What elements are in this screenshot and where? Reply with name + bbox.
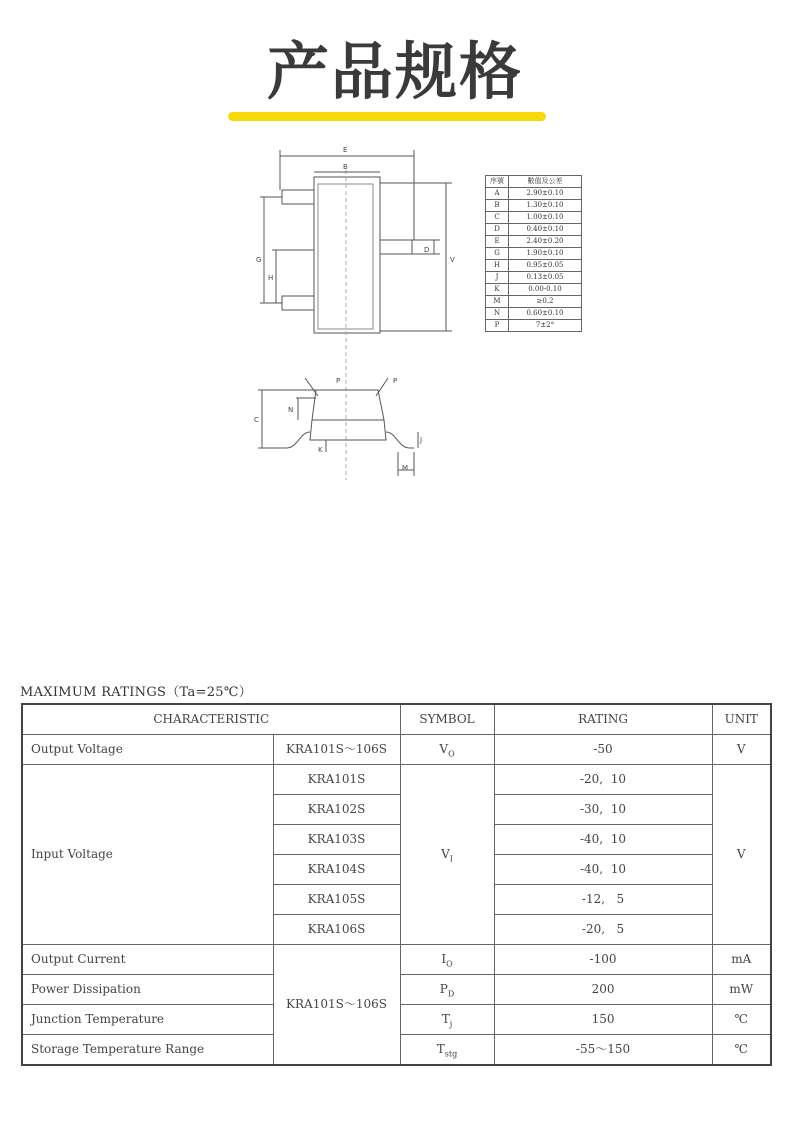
dim-value: 0.95±0.05 bbox=[509, 260, 582, 272]
dim-label-M: M bbox=[402, 464, 409, 472]
dim-label-K: K bbox=[318, 446, 323, 454]
table-row bbox=[486, 272, 582, 284]
characteristic-label: Power Dissipation bbox=[22, 975, 273, 1005]
unit-value: ℃ bbox=[712, 1005, 771, 1035]
symbol-subscript: O bbox=[448, 749, 455, 759]
symbol-main: T bbox=[441, 1012, 450, 1026]
table-row bbox=[486, 296, 582, 308]
rating-value: -30, 10 bbox=[494, 795, 712, 825]
part-number: KRA101S～106S bbox=[273, 945, 400, 1066]
dim-symbol: N bbox=[486, 308, 509, 320]
lead-right bbox=[380, 240, 412, 254]
package-outline-drawing bbox=[0, 0, 790, 500]
dim-symbol: K bbox=[486, 284, 509, 296]
table-row bbox=[22, 765, 771, 795]
symbol-subscript: stg bbox=[444, 1049, 458, 1059]
symbol-subscript: I bbox=[449, 854, 453, 864]
dim-value: 1.30±0.10 bbox=[509, 200, 582, 212]
symbol-subscript: O bbox=[446, 959, 453, 969]
symbol-cell bbox=[400, 945, 494, 975]
unit-value: V bbox=[712, 735, 771, 765]
part-number: KRA105S bbox=[273, 885, 400, 915]
table-row bbox=[486, 308, 582, 320]
dim-label-G: G bbox=[256, 256, 262, 264]
dim-symbol: A bbox=[486, 188, 509, 200]
unit-value: V bbox=[712, 765, 771, 945]
dim-label-P-right: P bbox=[393, 377, 398, 385]
rating-value: -20, 5 bbox=[494, 915, 712, 945]
unit-value: mW bbox=[712, 975, 771, 1005]
dim-value: 0.60±0.10 bbox=[509, 308, 582, 320]
side-body-outline bbox=[312, 390, 384, 420]
part-number: KRA102S bbox=[273, 795, 400, 825]
dim-label-H: H bbox=[268, 274, 274, 282]
dim-value: 0.13±0.05 bbox=[509, 272, 582, 284]
dim-header-value: 數值及公差 bbox=[509, 176, 582, 188]
header-unit: UNIT bbox=[712, 704, 771, 735]
dim-symbol: P bbox=[486, 320, 509, 332]
symbol-cell bbox=[400, 735, 494, 765]
part-number: KRA101S bbox=[273, 765, 400, 795]
symbol-main: V bbox=[439, 742, 449, 756]
table-row bbox=[486, 320, 582, 332]
characteristic-label: Input Voltage bbox=[22, 765, 273, 945]
dim-label-B: B bbox=[343, 163, 348, 171]
dim-symbol: H bbox=[486, 260, 509, 272]
dim-label-D: D bbox=[424, 246, 430, 254]
table-row bbox=[486, 248, 582, 260]
dim-value: 1.90±0.10 bbox=[509, 248, 582, 260]
symbol-cell bbox=[400, 765, 494, 945]
rating-value: -40, 10 bbox=[494, 855, 712, 885]
dim-value: 0.00-0.10 bbox=[509, 284, 582, 296]
symbol-main: I bbox=[441, 952, 447, 966]
table-row bbox=[22, 945, 771, 975]
dim-value: 2.90±0.10 bbox=[509, 188, 582, 200]
table-row bbox=[486, 188, 582, 200]
header-symbol: SYMBOL bbox=[400, 704, 494, 735]
dim-label-C: C bbox=[254, 416, 259, 424]
package-body-outline bbox=[314, 177, 380, 333]
table-row bbox=[22, 735, 771, 765]
symbol-cell bbox=[400, 1035, 494, 1066]
symbol-main: V bbox=[441, 847, 450, 861]
lead-left-top bbox=[282, 190, 314, 204]
table-row bbox=[486, 260, 582, 272]
table-row bbox=[486, 236, 582, 248]
lead-left-bottom bbox=[282, 296, 314, 310]
dim-symbol: C bbox=[486, 212, 509, 224]
rating-value: 200 bbox=[494, 975, 712, 1005]
dim-label-N: N bbox=[288, 406, 294, 414]
table-row bbox=[486, 200, 582, 212]
page-title: 产品规格 bbox=[266, 35, 523, 108]
characteristic-label: Output Current bbox=[22, 945, 273, 975]
dim-value: 0.40±0.10 bbox=[509, 224, 582, 236]
dimensions-header-row bbox=[486, 176, 582, 188]
dim-label-P-left: P bbox=[336, 377, 341, 385]
ratings-header-row bbox=[22, 704, 771, 735]
rating-value: -50 bbox=[494, 735, 712, 765]
maximum-ratings-table bbox=[21, 703, 772, 1066]
header-characteristic: CHARACTERISTIC bbox=[22, 704, 400, 735]
characteristic-label: Storage Temperature Range bbox=[22, 1035, 273, 1066]
table-row bbox=[486, 212, 582, 224]
table-row bbox=[486, 284, 582, 296]
dim-symbol: E bbox=[486, 236, 509, 248]
dim-symbol: B bbox=[486, 200, 509, 212]
dimensions-table bbox=[485, 175, 582, 332]
rating-value: -40, 10 bbox=[494, 825, 712, 855]
part-number: KRA101S～106S bbox=[273, 735, 400, 765]
rating-value: -12, 5 bbox=[494, 885, 712, 915]
dim-label-J: J bbox=[420, 436, 423, 444]
dim-symbol: J bbox=[486, 272, 509, 284]
symbol-subscript: D bbox=[447, 989, 455, 999]
symbol-main: P bbox=[439, 982, 448, 996]
rating-value: -20, 10 bbox=[494, 765, 712, 795]
dim-header-symbol: 序號 bbox=[486, 176, 509, 188]
part-number: KRA106S bbox=[273, 915, 400, 945]
table-row bbox=[486, 224, 582, 236]
rating-value: 150 bbox=[494, 1005, 712, 1035]
characteristic-label: Output Voltage bbox=[22, 735, 273, 765]
dim-value: ≥0.2 bbox=[509, 296, 582, 308]
symbol-subscript: j bbox=[449, 1019, 453, 1029]
symbol-cell bbox=[400, 1005, 494, 1035]
symbol-cell bbox=[400, 975, 494, 1005]
dim-value: 7±2° bbox=[509, 320, 582, 332]
dim-label-E: E bbox=[343, 146, 348, 154]
dim-value: 1.00±0.10 bbox=[509, 212, 582, 224]
unit-value: ℃ bbox=[712, 1035, 771, 1066]
dim-label-V: V bbox=[450, 256, 455, 264]
dim-symbol: M bbox=[486, 296, 509, 308]
part-number: KRA104S bbox=[273, 855, 400, 885]
part-number: KRA103S bbox=[273, 825, 400, 855]
dim-symbol: G bbox=[486, 248, 509, 260]
rating-value: -100 bbox=[494, 945, 712, 975]
characteristic-label: Junction Temperature bbox=[22, 1005, 273, 1035]
ratings-caption: MAXIMUM RATINGS（Ta=25℃） bbox=[20, 685, 253, 700]
symbol-main: T bbox=[436, 1042, 445, 1056]
header-rating: RATING bbox=[494, 704, 712, 735]
dim-value: 2.40±0.20 bbox=[509, 236, 582, 248]
dim-symbol: D bbox=[486, 224, 509, 236]
rating-value: -55～150 bbox=[494, 1035, 712, 1066]
unit-value: mA bbox=[712, 945, 771, 975]
